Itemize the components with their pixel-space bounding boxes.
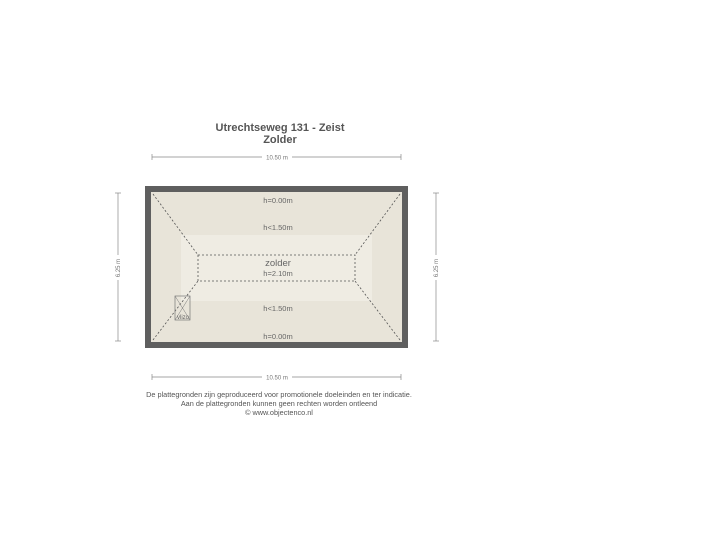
height-top-edge: h=0.00m <box>263 196 293 205</box>
top-dimension <box>152 153 401 162</box>
right-dimension-label: 6.25 m <box>434 258 440 278</box>
room-height: h=2.10m <box>263 269 293 278</box>
bottom-dimension <box>152 373 401 382</box>
hatch-label: vlizo <box>176 315 190 321</box>
disclaimer-line-1: De plattegronden zijn geproduceerd voor promotionele doeleinden en ter indicatie. <box>146 390 412 399</box>
plan-floor-title: Zolder <box>263 134 297 146</box>
left-dimension-label: 6.25 m <box>116 258 122 278</box>
room-name: zolder <box>265 258 291 269</box>
copyright-line: © www.objectenco.nl <box>245 408 313 417</box>
height-top-slope: h<1.50m <box>263 223 293 232</box>
bottom-dimension-label: 10.50 m <box>266 375 288 382</box>
disclaimer-line-2: Aan de plattegronden kunnen geen rechten worden ontleend <box>180 399 378 408</box>
left-dimension <box>114 193 122 341</box>
height-bottom-slope: h<1.50m <box>263 304 293 313</box>
plan-address-title: Utrechtseweg 131 - Zeist <box>215 122 345 134</box>
top-dimension-label: 10.50 m <box>266 155 288 162</box>
height-bottom-edge: h=0.00m <box>263 332 293 341</box>
right-dimension <box>432 193 440 341</box>
